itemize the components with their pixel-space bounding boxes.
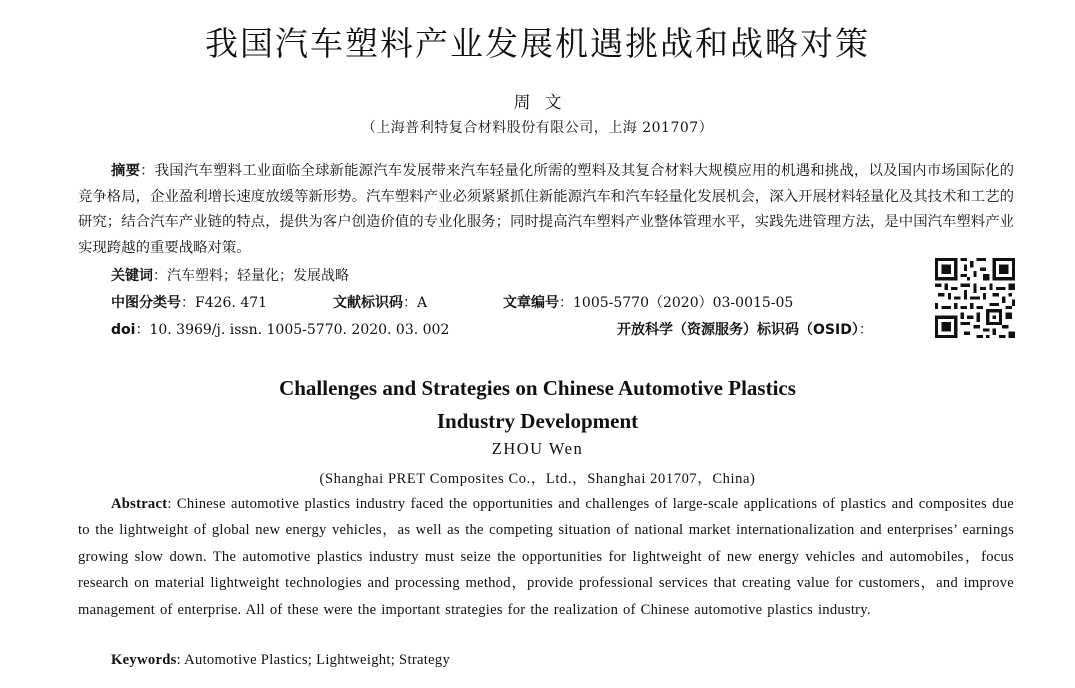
article-number xyxy=(503,292,793,312)
doi-colon: ： xyxy=(135,322,150,338)
author-en: ZHOU Wen xyxy=(491,439,584,458)
abstract-en-text: Chinese automotive plastics industry faced the opportunities and challenges of large-scale applications of plastics and composites due to the lightweight of global new energy vehicles，as well as the competing situation of national market internationalization and enterprises’ earnings growing slow down. The automotive plastics industry must seize the opportunities for lightweight of new energy vehicles and automobiles，focus research on material lightweight technologies and processing method，provide professional services that creating value for customers，and improve management of enterprise. All of these were the important strategies for the realization of Chinese automotive plastics industry. xyxy=(78,496,1015,618)
doc-code-label: 文献标识码 xyxy=(333,295,403,311)
author-cn: 周文 xyxy=(513,93,576,113)
keywords-cn xyxy=(111,265,349,285)
paper-title-en xyxy=(0,372,1075,438)
clc-colon: ： xyxy=(181,295,195,311)
keywords-en xyxy=(111,652,450,669)
keywords-en-text: Automotive Plastics; Lightweight; Strategy xyxy=(184,652,451,668)
abstract-cn-label: 摘要 xyxy=(111,163,141,179)
keywords-cn-colon: ： xyxy=(153,268,167,284)
clc-value: F426. 471 xyxy=(195,295,268,311)
osid xyxy=(617,319,873,339)
clc-label: 中图分类号 xyxy=(111,295,181,311)
doc-code-colon: ： xyxy=(403,295,417,311)
affiliation-en: (Shanghai PRET Composites Co.，Ltd.，Shanghai 201707，China) xyxy=(319,471,756,487)
article-no-label: 文章编号 xyxy=(503,295,559,311)
paper-title-en-line-1: Challenges and Strategies on Chinese Automotive Plastics xyxy=(279,376,796,400)
keywords-en-label: Keywords xyxy=(111,652,177,668)
clc-number xyxy=(111,292,267,312)
paper-title-cn: 我国汽车塑料产业发展机遇挑战和战略对策 xyxy=(205,24,870,63)
abstract-cn-colon: ： xyxy=(140,163,155,179)
abstract-en-label: Abstract xyxy=(111,496,168,512)
keywords-cn-label: 关键词 xyxy=(111,268,153,284)
osid-label: 开放科学（资源服务）标识码（OSID） xyxy=(617,322,859,338)
qr-code-icon xyxy=(935,258,1015,338)
doc-code-value: A xyxy=(417,295,428,311)
article-no-value: 1005-5770（2020）03-0015-05 xyxy=(573,295,794,311)
abstract-cn-text: 我国汽车塑料工业面临全球新能源汽车发展带来汽车轻量化所需的塑料及其复合材料大规模应用的机遇和挑战，以及国内市场国际化的竞争格局，企业盈利增长速度放缓等新形势。汽车塑料产业必须紧紧抓住新能源汽车和汽车轻量化发展机会，深入开展材料轻量化及其技术和工艺的研究；结合汽车产业链的特点，提供为客户创造价值的专业化服务；同时提高汽车塑料产业整体管理水平，实践先进管理方法，是中国汽车塑料产业实现跨越的重要战略对策。 xyxy=(78,163,1014,256)
abstract-en-colon: : xyxy=(167,496,177,512)
doi-label: doi xyxy=(111,322,136,338)
abstract-en xyxy=(78,491,1014,623)
keywords-cn-text: 汽车塑料；轻量化；发展战略 xyxy=(167,268,349,284)
abstract-cn xyxy=(78,159,1014,261)
document-code xyxy=(333,292,427,312)
doi-value: 10. 3969/j. issn. 1005-5770. 2020. 03. 002 xyxy=(149,322,450,338)
osid-colon: ： xyxy=(858,322,873,338)
article-no-colon: ： xyxy=(559,295,573,311)
keywords-en-colon: : xyxy=(176,652,185,668)
affiliation-cn: （上海普利特复合材料股份有限公司，上海 201707） xyxy=(361,120,714,136)
paper-title-en-line-2: Industry Development xyxy=(436,409,639,433)
doi xyxy=(111,319,449,339)
